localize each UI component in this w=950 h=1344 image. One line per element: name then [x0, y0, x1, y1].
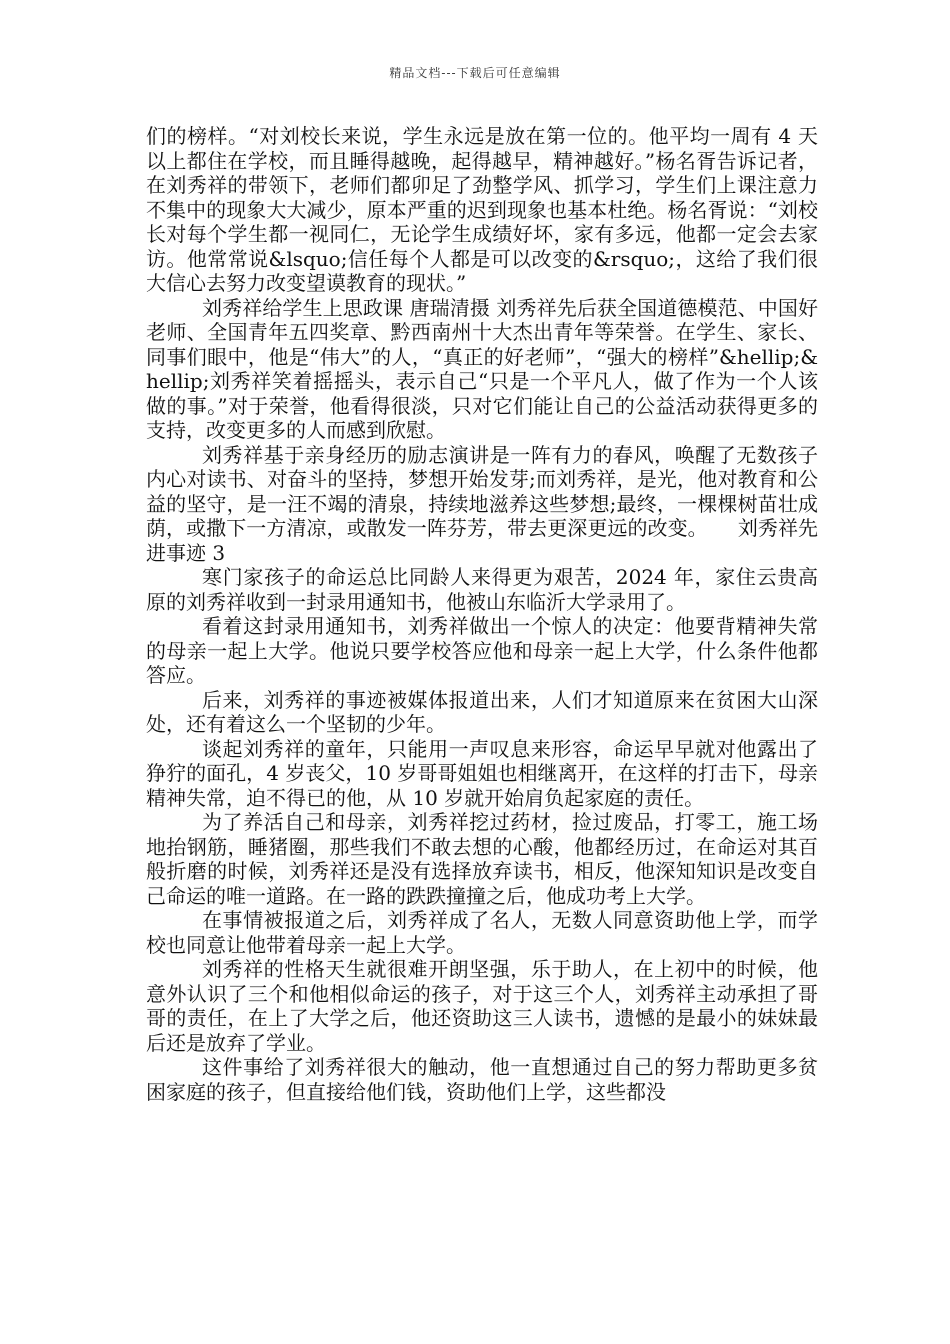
paragraph-6: 后来，刘秀祥的事迹被媒体报道出来，人们才知道原来在贫困大山深处，还有着这么一个坚韧的少年。: [146, 687, 818, 736]
paragraph-10: 刘秀祥的性格天生就很难开朗坚强，乐于助人，在上初中的时候，他意外认识了三个和他相似命运的孩子，对于这三个人，刘秀祥主动承担了哥哥的责任，在上了大学之后，他还资助这三人读书，遗憾的是最小的妹妹最后还是放弃了学业。: [146, 957, 818, 1055]
paragraph-2: 刘秀祥给学生上思政课 唐瑞清摄 刘秀祥先后获全国道德模范、中国好老师、全国青年五四奖章、黔西南州十大杰出青年等荣誉。在学生、家长、同事们眼中，他是“伟大”的人，“真正的好老师”，“强大的榜样”&hellip;&hellip;刘秀祥笑着摇摇头，表示自己“只是一个平凡人，做了作为一个人该做的事。”对于荣誉，他看得很淡，只对它们能让自己的公益活动获得更多的支持，改变更多的人而感到欣慰。: [146, 295, 818, 442]
paragraph-8: 为了养活自己和母亲，刘秀祥挖过药材，捡过废品，打零工，施工场地抬钢筋，睡猪圈，那些我们不敢去想的心酸，他都经历过，在命运对其百般折磨的时候，刘秀祥还是没有选择放弃读书，相反，他深知知识是改变自己命运的唯一道路。在一路的跌跌撞撞之后，他成功考上大学。: [146, 810, 818, 908]
page-header: 精品文档---下载后可任意编辑: [389, 66, 561, 80]
paragraph-5: 看着这封录用通知书，刘秀祥做出一个惊人的决定：他要背精神失常的母亲一起上大学。他说只要学校答应他和母亲一起上大学，什么条件他都答应。: [146, 614, 818, 687]
paragraph-1: 们的榜样。“对刘校长来说，学生永远是放在第一位的。他平均一周有 4 天以上都住在学校，而且睡得越晚，起得越早，精神越好。”杨名胥告诉记者，在刘秀祥的带领下，老师们都卯足了劲整学风、抓学习，学生们上课注意力不集中的现象大大减少，原本严重的迟到现象也基本杜绝。杨名胥说：“刘校长对每个学生都一视同仁，无论学生成绩好坏，家有多远，他都一定会去家访。他常常说&lsquo;信任每个人都是可以改变的&rsquo;，这给了我们很大信心去努力改变望谟教育的现状。”: [146, 124, 818, 295]
paragraph-4: 寒门家孩子的命运总比同龄人来得更为艰苦，2024 年，家住云贵高原的刘秀祥收到一封录用通知书，他被山东临沂大学录用了。: [146, 565, 818, 614]
paragraph-11: 这件事给了刘秀祥很大的触动，他一直想通过自己的努力帮助更多贫困家庭的孩子，但直接给他们钱，资助他们上学，这些都没: [146, 1055, 818, 1104]
document-body: [146, 124, 818, 1104]
paragraph-7: 谈起刘秀祥的童年，只能用一声叹息来形容，命运早早就对他露出了狰狞的面孔，4 岁丧父，10 岁哥哥姐姐也相继离开，在这样的打击下，母亲精神失常，迫不得已的他，从 10 岁就开始肩负起家庭的责任。: [146, 736, 818, 810]
paragraph-3: 刘秀祥基于亲身经历的励志演讲是一阵有力的春风，唤醒了无数孩子内心对读书、对奋斗的坚持，梦想开始发芽;而刘秀祥，是光，他对教育和公益的坚守，是一汪不竭的清泉，持续地滋养这些梦想;最终，一棵棵树苗壮成荫，或撒下一方清凉，或散发一阵芬芳，带去更深更远的改变。 刘秀祥先进事迹 3: [146, 442, 818, 565]
paragraph-9: 在事情被报道之后，刘秀祥成了名人，无数人同意资助他上学，而学校也同意让他带着母亲一起上大学。: [146, 908, 818, 957]
